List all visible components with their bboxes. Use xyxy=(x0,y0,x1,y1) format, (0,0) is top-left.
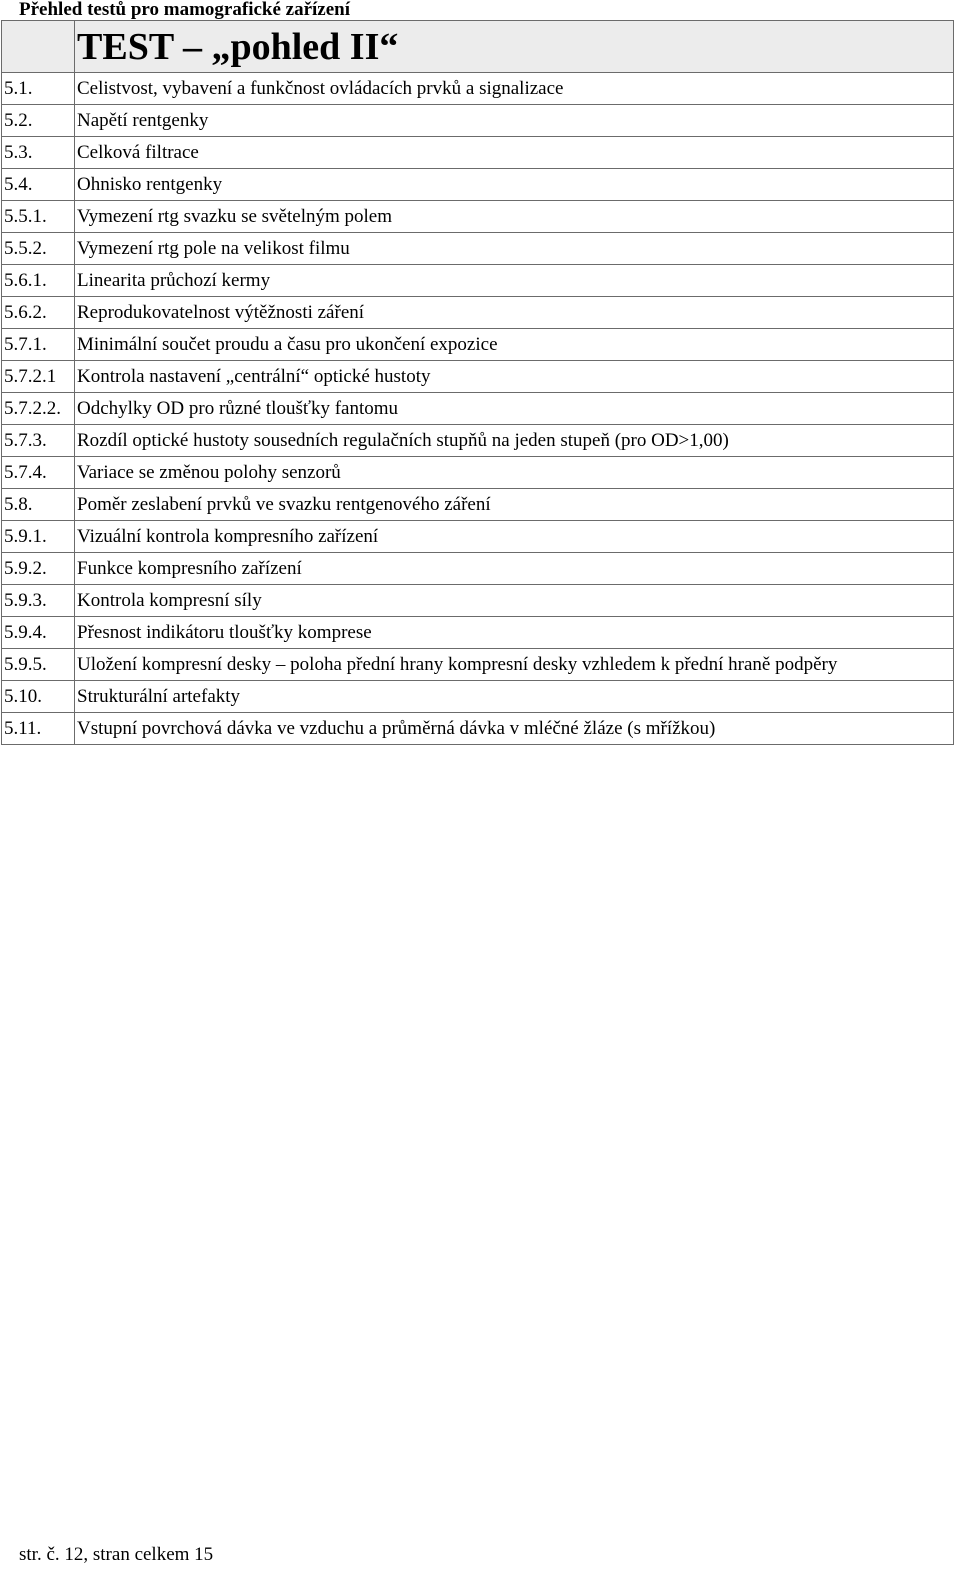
table-row xyxy=(2,553,954,585)
test-number: 5.7.4. xyxy=(2,457,75,489)
test-number: 5.9.2. xyxy=(2,553,75,585)
test-number: 5.6.2. xyxy=(2,297,75,329)
table-row xyxy=(2,201,954,233)
test-number: 5.1. xyxy=(2,73,75,105)
table-row xyxy=(2,233,954,265)
test-number: 5.9.3. xyxy=(2,585,75,617)
test-number: 5.7.3. xyxy=(2,425,75,457)
test-number: 5.4. xyxy=(2,169,75,201)
table-row xyxy=(2,393,954,425)
test-number: 5.5.1. xyxy=(2,201,75,233)
test-description: Minimální součet proudu a času pro ukončení expozice xyxy=(75,329,954,361)
test-description: Vizuální kontrola kompresního zařízení xyxy=(75,521,954,553)
table-row xyxy=(2,425,954,457)
table-row xyxy=(2,617,954,649)
table-row xyxy=(2,457,954,489)
table-row xyxy=(2,329,954,361)
test-description: Vymezení rtg pole na velikost filmu xyxy=(75,233,954,265)
test-description: Kontrola nastavení „centrální“ optické hustoty xyxy=(75,361,954,393)
test-number: 5.9.1. xyxy=(2,521,75,553)
table-row xyxy=(2,265,954,297)
table-title: TEST – „pohled II“ xyxy=(75,21,954,73)
test-number: 5.6.1. xyxy=(2,265,75,297)
test-description: Celistvost, vybavení a funkčnost ovládacích prvků a signalizace xyxy=(75,73,954,105)
document-header: Přehled testů pro mamografické zařízení xyxy=(19,0,351,20)
test-number: 5.11. xyxy=(2,713,75,745)
test-description: Rozdíl optické hustoty sousedních regulačních stupňů na jeden stupeň (pro OD>1,00) xyxy=(75,425,954,457)
table-row xyxy=(2,73,954,105)
test-number: 5.7.2.2. xyxy=(2,393,75,425)
test-description: Poměr zeslabení prvků ve svazku rentgenového záření xyxy=(75,489,954,521)
test-description: Strukturální artefakty xyxy=(75,681,954,713)
test-description: Reprodukovatelnost výtěžnosti záření xyxy=(75,297,954,329)
table-row xyxy=(2,713,954,745)
test-description: Variace se změnou polohy senzorů xyxy=(75,457,954,489)
test-number: 5.7.2.1 xyxy=(2,361,75,393)
test-description: Odchylky OD pro různé tloušťky fantomu xyxy=(75,393,954,425)
table-body xyxy=(2,21,954,745)
page-number: str. č. 12, stran celkem 15 xyxy=(19,1544,214,1565)
test-description: Celková filtrace xyxy=(75,137,954,169)
test-description: Linearita průchozí kermy xyxy=(75,265,954,297)
title-empty-cell xyxy=(2,21,75,73)
table-row xyxy=(2,137,954,169)
table-row xyxy=(2,489,954,521)
table-row xyxy=(2,169,954,201)
test-number: 5.3. xyxy=(2,137,75,169)
table-row xyxy=(2,649,954,681)
table-row xyxy=(2,297,954,329)
table-row xyxy=(2,585,954,617)
test-number: 5.8. xyxy=(2,489,75,521)
test-number: 5.10. xyxy=(2,681,75,713)
test-number: 5.9.4. xyxy=(2,617,75,649)
table-row xyxy=(2,361,954,393)
test-number: 5.9.5. xyxy=(2,649,75,681)
test-description: Funkce kompresního zařízení xyxy=(75,553,954,585)
test-number: 5.5.2. xyxy=(2,233,75,265)
test-overview-table xyxy=(1,20,954,745)
test-description: Napětí rentgenky xyxy=(75,105,954,137)
test-number: 5.2. xyxy=(2,105,75,137)
table-row xyxy=(2,521,954,553)
table-row xyxy=(2,681,954,713)
test-description: Uložení kompresní desky – poloha přední hrany kompresní desky vzhledem k přední hraně podpěry xyxy=(75,649,954,681)
test-number: 5.7.1. xyxy=(2,329,75,361)
table-title-row xyxy=(2,21,954,73)
test-description: Ohnisko rentgenky xyxy=(75,169,954,201)
table-row xyxy=(2,105,954,137)
test-description: Vymezení rtg svazku se světelným polem xyxy=(75,201,954,233)
test-description: Přesnost indikátoru tloušťky komprese xyxy=(75,617,954,649)
test-description: Vstupní povrchová dávka ve vzduchu a průměrná dávka v mléčné žláze (s mřížkou) xyxy=(75,713,954,745)
test-description: Kontrola kompresní síly xyxy=(75,585,954,617)
